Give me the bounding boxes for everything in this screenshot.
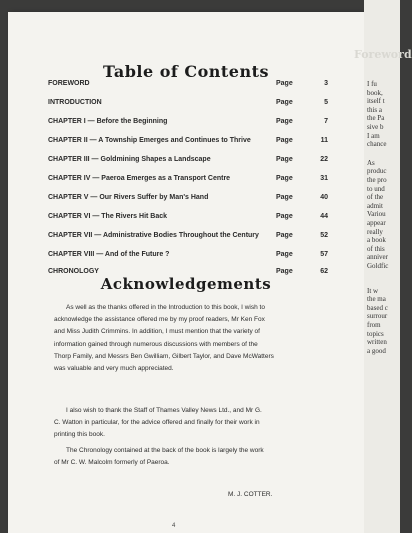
facing-text-line: from xyxy=(367,321,381,329)
facing-text-line: I fu xyxy=(367,80,377,88)
signature: M. J. COTTER. xyxy=(228,491,273,498)
text-line: and Miss Judith Crimmins. In addition, I must mention that the variety of xyxy=(54,328,260,336)
facing-text-line: itself t xyxy=(367,97,385,106)
toc-entry-label: CHAPTER II — A Township Emerges and Continues to Thrive xyxy=(48,137,251,144)
toc-entry xyxy=(48,137,338,149)
page-number: 4 xyxy=(172,523,176,529)
text-line: acknowledge the assistance offered me by my proof readers, Mr Ken Fox xyxy=(54,316,265,324)
toc-page-word: Page xyxy=(276,118,293,125)
facing-text-line: Goldfic xyxy=(367,262,389,270)
toc-page-word: Page xyxy=(276,156,293,163)
toc-entry xyxy=(48,118,338,130)
text-line: I also wish to thank the Staff of Thames Valley News Ltd., and Mr G. xyxy=(66,407,262,414)
text-line: The Chronology contained at the back of the book is largely the work xyxy=(66,447,264,454)
toc-entry-label: CHAPTER III — Goldmining Shapes a Landscape xyxy=(48,156,211,163)
toc-page-number: 5 xyxy=(324,99,328,106)
toc-entry-label: CHAPTER VIII — And of the Future ? xyxy=(48,251,170,258)
toc-page-number: 3 xyxy=(324,80,328,87)
toc-page-number: 22 xyxy=(320,156,328,163)
toc-page-number: 57 xyxy=(320,251,328,258)
facing-text-line: anniver xyxy=(367,253,388,262)
toc-page-number: 11 xyxy=(320,137,328,144)
facing-text-line: really xyxy=(367,227,383,236)
text-line: printing this book. xyxy=(54,431,105,439)
text-line: was valuable and very much appreciated. xyxy=(54,365,174,373)
ack-paragraph-1 xyxy=(54,302,340,375)
toc-entry xyxy=(48,99,338,111)
facing-text-line: of the xyxy=(367,193,384,202)
facing-text-line: a book xyxy=(367,236,386,245)
toc-entry xyxy=(48,251,338,263)
toc-page-number: 52 xyxy=(320,232,328,239)
ack-paragraph-2 xyxy=(54,405,340,442)
toc-entry-label: CHAPTER I — Before the Beginning xyxy=(48,118,168,125)
toc-page-word: Page xyxy=(276,80,293,87)
facing-text-line: I am xyxy=(367,131,380,140)
facing-text-line: surrour xyxy=(367,312,388,321)
toc-entry-label: FOREWORD xyxy=(48,80,90,87)
toc-page-number: 62 xyxy=(320,268,328,275)
toc-page-word: Page xyxy=(276,268,293,275)
facing-text-line: It w xyxy=(367,286,379,295)
text-line: information gained through numerous discussions with members of the xyxy=(54,340,258,348)
facing-text-line: this a xyxy=(367,105,382,114)
toc-page-number: 40 xyxy=(320,194,328,201)
toc-page-word: Page xyxy=(276,232,293,239)
facing-text-line: admit xyxy=(367,201,383,210)
toc-page-number: 31 xyxy=(320,175,328,182)
facing-text-line: chance xyxy=(367,140,387,149)
toc-entry xyxy=(48,175,338,187)
acknowledgements-title: Acknowledgements xyxy=(100,275,272,293)
text-line: Thorp Family, and Messrs Ben Gwilliam, Gilbert Taylor, and Dave McWatters xyxy=(54,352,274,360)
toc-page-word: Page xyxy=(276,251,293,258)
toc-entry xyxy=(48,213,338,225)
toc-page-number: 7 xyxy=(324,118,328,125)
toc-entry-label: INTRODUCTION xyxy=(48,99,102,106)
facing-text-line: As xyxy=(367,158,375,167)
toc-entry-label: CHRONOLOGY xyxy=(48,268,99,275)
facing-text-line: based c xyxy=(367,303,388,312)
toc-page-word: Page xyxy=(276,194,293,201)
toc-entry-label: CHAPTER IV — Paeroa Emerges as a Transport Centre xyxy=(48,175,231,182)
facing-text-line: book, xyxy=(367,88,383,97)
toc-page-word: Page xyxy=(276,175,293,182)
facing-text-line: sive b xyxy=(367,123,384,131)
toc-page-word: Page xyxy=(276,99,293,106)
facing-text-line: Variou xyxy=(367,210,386,219)
facing-text-line: the ma xyxy=(367,295,386,304)
toc-entry-label: CHAPTER VII — Administrative Bodies Throughout the Century xyxy=(48,232,259,239)
facing-text-line: produc xyxy=(367,167,387,176)
toc-entry-label: CHAPTER V — Our Rivers Suffer by Man's Hand xyxy=(48,194,209,201)
facing-text-line: appear xyxy=(367,219,386,227)
toc-entry xyxy=(48,232,338,244)
toc-page-number: 44 xyxy=(320,213,328,220)
toc-entry xyxy=(48,156,338,168)
facing-text-line: of this xyxy=(367,244,385,253)
ack-paragraph-3 xyxy=(54,445,340,469)
facing-text-line: the Pa xyxy=(367,114,385,123)
facing-page xyxy=(354,0,412,533)
text-line: of Mr C. W. Malcolm formerly of Paeroa. xyxy=(54,459,170,467)
ghost-title: Foreword xyxy=(354,48,412,61)
facing-text-line: written xyxy=(367,338,387,347)
toc-entry xyxy=(48,80,338,92)
toc-entry-label: CHAPTER VI — The Rivers Hit Back xyxy=(48,213,168,220)
text-line: As well as the thanks offered in the Introduction to this book, I wish to xyxy=(66,304,265,311)
facing-text-line: the pro xyxy=(367,176,387,184)
facing-text-line: topics xyxy=(367,329,384,338)
toc-title: Table of Contents xyxy=(102,62,270,81)
facing-text-line: to und xyxy=(367,184,385,193)
text-line: C. Watton in particular, for the advice offered and finally for their work in xyxy=(54,419,260,427)
toc-page-word: Page xyxy=(276,137,293,144)
toc-entry xyxy=(48,194,338,206)
facing-text-line: a good xyxy=(367,346,386,355)
toc-page-word: Page xyxy=(276,213,293,220)
left-page xyxy=(8,12,364,533)
